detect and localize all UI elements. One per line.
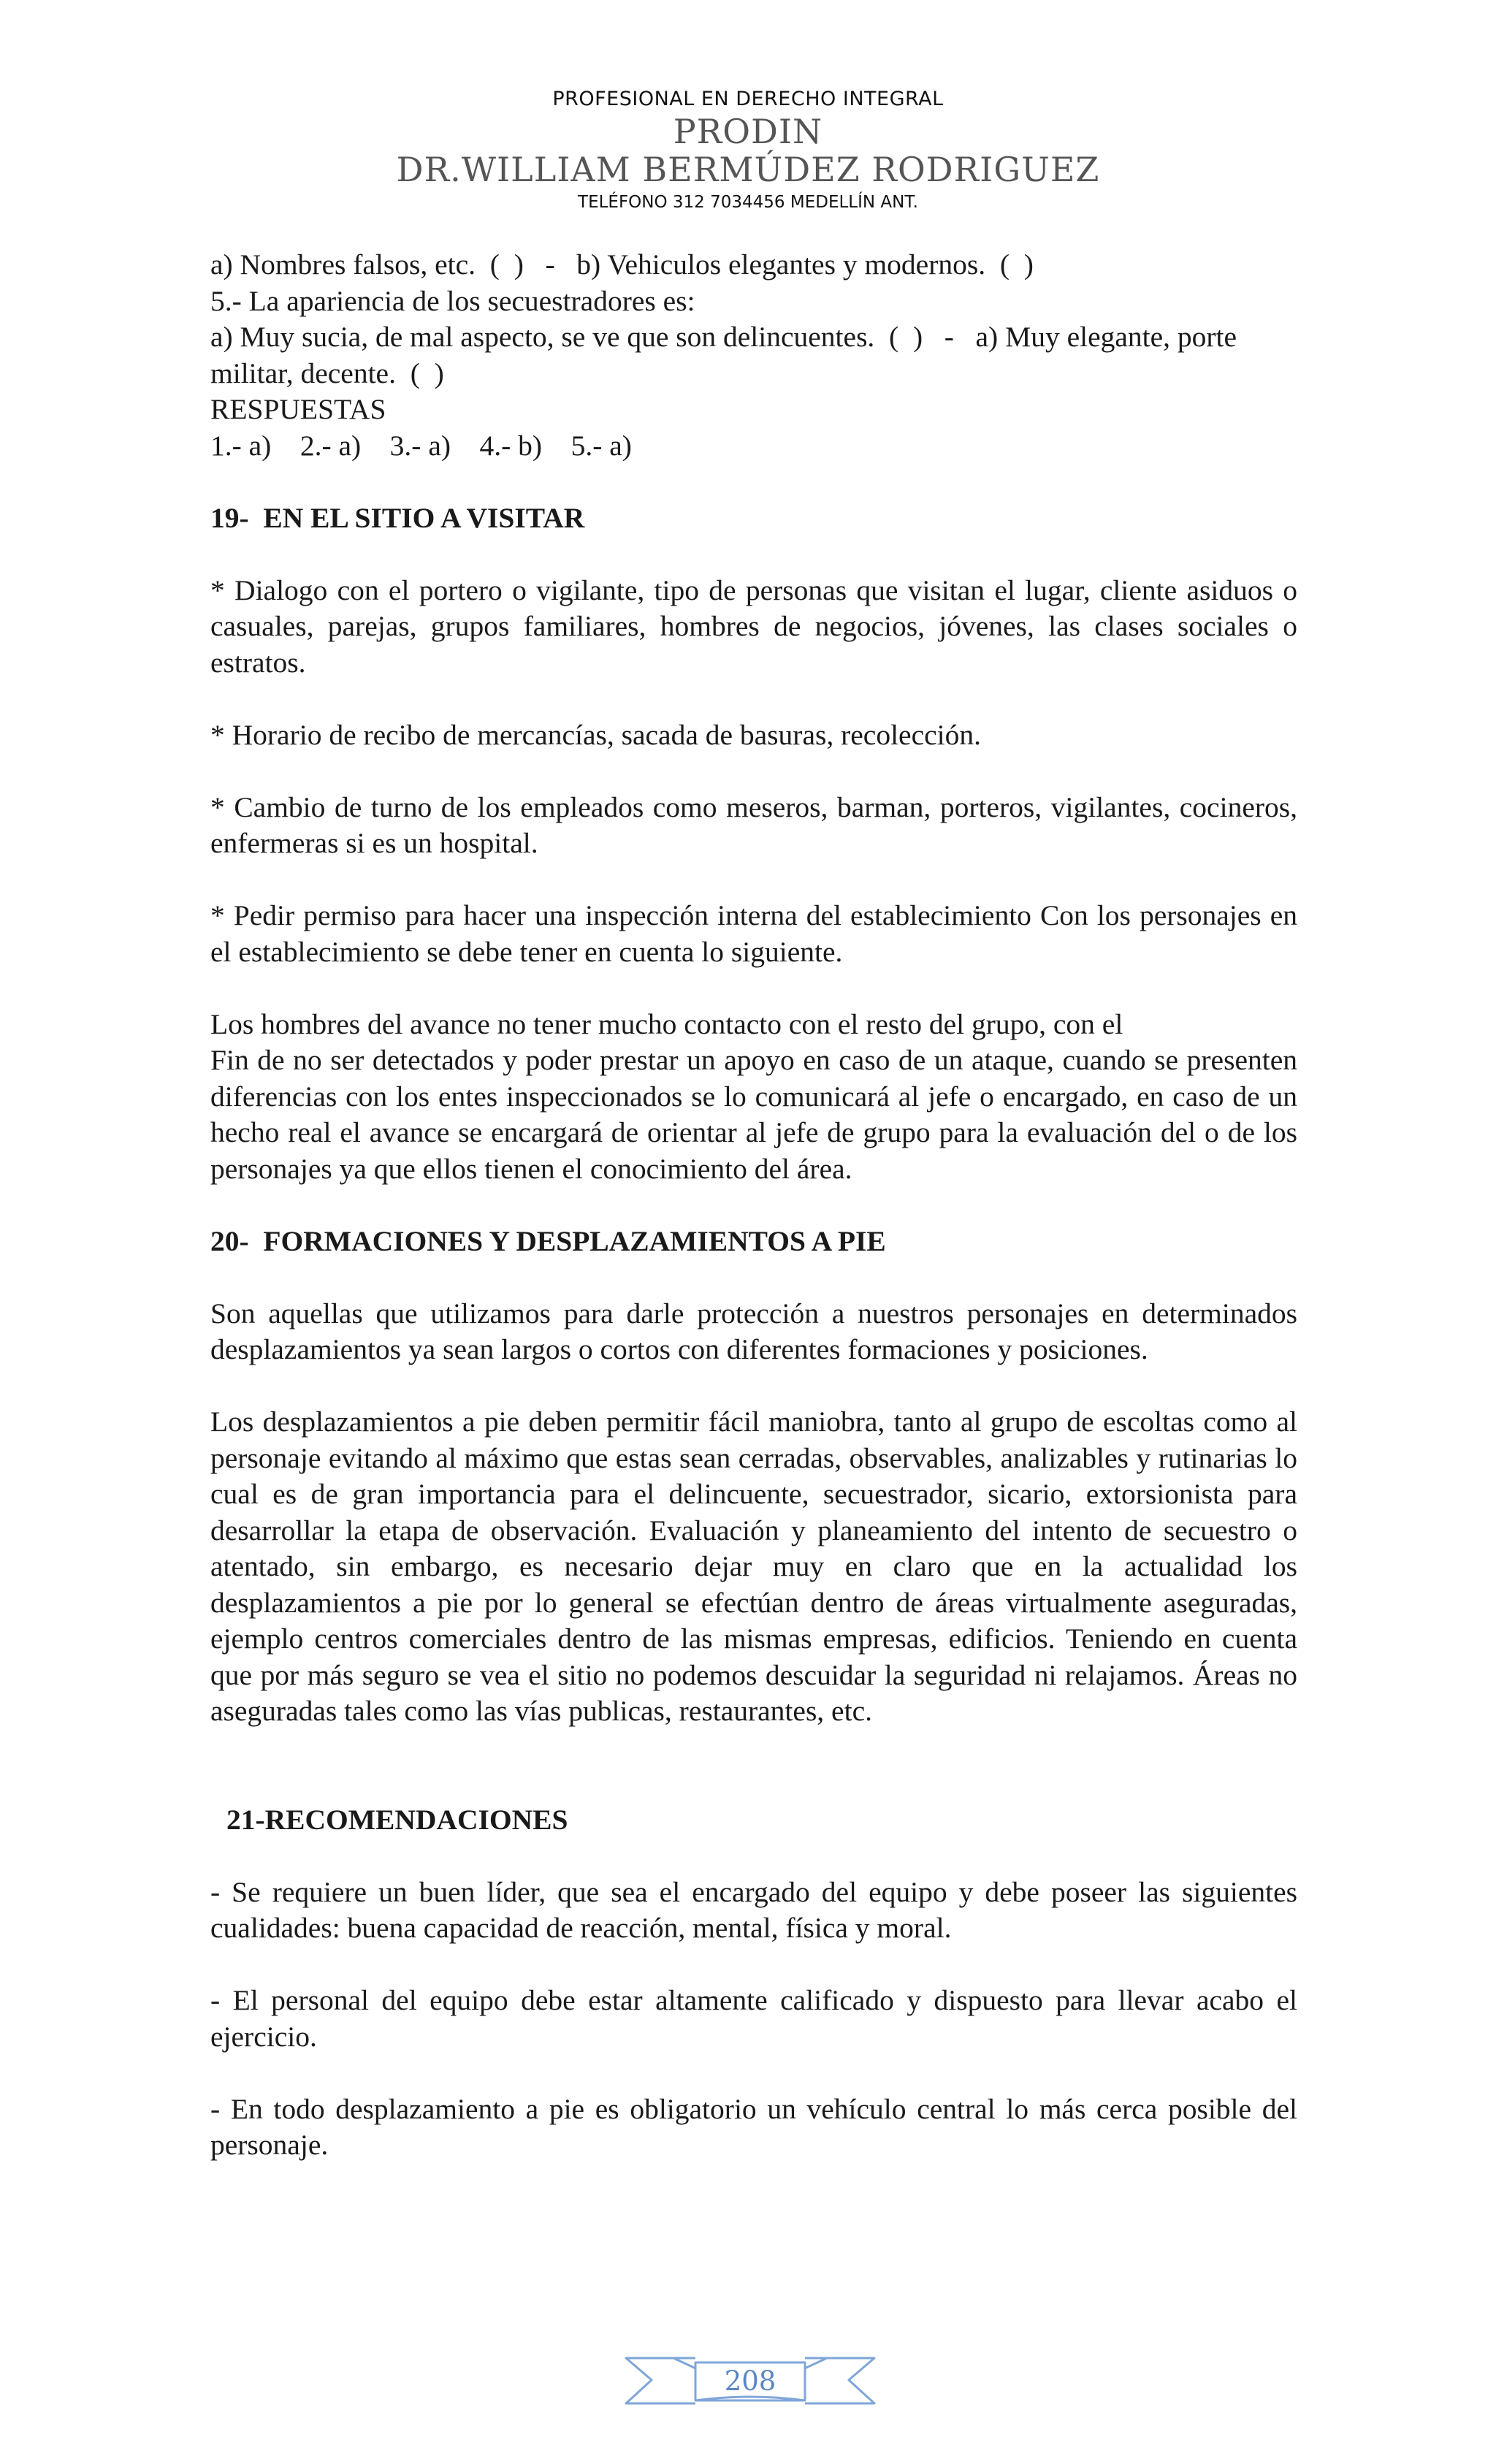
quiz-options: a) Muy sucia, de mal aspecto, se ve que son delincuentes. ( ) - a) Muy elegante, porte militar, decente. ( ) bbox=[210, 321, 1244, 389]
quiz-question: 5.- La apariencia de los secuestradores es: bbox=[210, 284, 695, 317]
section-21-paragraph-3: - En todo desplazamiento a pie es obligatorio un vehículo central lo más cerca posible del personaje. bbox=[210, 2092, 1297, 2161]
section-21-paragraph-2: - El personal del equipo debe estar altamente calificado y dispuesto para llevar acabo el ejercicio. bbox=[210, 1984, 1297, 2053]
letterhead-acronym: PRODIN bbox=[673, 112, 823, 151]
section-20-heading: 20- FORMACIONES Y DESPLAZAMIENTOS A PIE bbox=[210, 1224, 886, 1257]
section-19-paragraph-2: * Horario de recibo de mercancías, sacada de basuras, recolección. bbox=[210, 718, 981, 751]
letterhead bbox=[0, 86, 1496, 215]
answers-label: RESPUESTAS bbox=[210, 393, 386, 425]
section-19-paragraph-5-first-line: Los hombres del avance no tener mucho contacto con el resto del grupo, con el bbox=[210, 1007, 1123, 1040]
section-19-heading: 19- EN EL SITIO A VISITAR bbox=[210, 501, 585, 534]
section-19-paragraph-3: * Cambio de turno de los empleados como meseros, barman, porteros, vigilantes, cocineros, enfermeras si es un hospital. bbox=[210, 790, 1297, 859]
quiz-option-line: a) Nombres falsos, etc. ( ) - b) Vehiculos elegantes y modernos. ( ) bbox=[210, 248, 1034, 281]
letterhead-author: DR.WILLIAM BERMÚDEZ RODRIGUEZ bbox=[396, 150, 1100, 189]
page-number: 208 bbox=[724, 2365, 776, 2397]
section-19-paragraph-4: * Pedir permiso para hacer una inspección interna del establecimiento Con los personajes en el establecimiento se debe tener en cuenta lo siguiente. bbox=[210, 899, 1297, 968]
section-19-paragraph-1: * Dialogo con el portero o vigilante, tipo de personas que visitan el lugar, cliente asiduos o casuales, parejas, grupos familiares, hombres de negocios, jóvenes, las clases sociales o estratos. bbox=[210, 573, 1297, 679]
letterhead-contact: TELÉFONO 312 7034456 MEDELLÍN ANT. bbox=[578, 193, 918, 212]
section-21-heading: 21-RECOMENDACIONES bbox=[226, 1803, 568, 1836]
section-19-paragraph-5: Fin de no ser detectados y poder prestar un apoyo en caso de un ataque, cuando se presenten diferencias con los entes inspeccionados se lo comunicará al jefe o encargado, en caso de un hecho real el avance se encargará de orientar al jefe de grupo para la evaluación del o de los personajes ya que ellos tienen el conocimiento del área. bbox=[210, 1044, 1297, 1185]
page-number-ribbon bbox=[622, 2342, 878, 2422]
answers-list: 1.- a) 2.- a) 3.- a) 4.- b) 5.- a) bbox=[210, 429, 632, 462]
letterhead-firm-name: PROFESIONAL EN DERECHO INTEGRAL bbox=[552, 88, 944, 110]
section-20-paragraph-1: Son aquellas que utilizamos para darle protección a nuestros personajes en determinados desplazamientos ya sean largos o cortos con diferentes formaciones y posiciones. bbox=[210, 1297, 1297, 1365]
document-body bbox=[210, 247, 1297, 2164]
section-21-paragraph-1: - Se requiere un buen líder, que sea el encargado del equipo y debe poseer las siguientes cualidades: buena capacidad de reacción, mental, física y moral. bbox=[210, 1875, 1297, 1944]
section-20-paragraph-2: Los desplazamientos a pie deben permitir fácil maniobra, tanto al grupo de escoltas como al personaje evitando al máximo que estas sean cerradas, observables, analizables y rutinarias lo cual es de gran importancia para el delincuente, secuestrador, sicario, extorsionista para desarrollar la etapa de observación. Evaluación y planeamiento del intento de secuestro o atentado, sin embargo, es necesario dejar muy en claro que en la actualidad los desplazamientos a pie por lo general se efectúan dentro de áreas virtualmente aseguradas, ejemplo centros comerciales dentro de las mismas empresas, edificios. Teniendo en cuenta que por más seguro se vea el sitio no podemos descuidar la seguridad ni relajamos. Áreas no aseguradas tales como las vías publicas, restaurantes, etc. bbox=[210, 1405, 1297, 1727]
